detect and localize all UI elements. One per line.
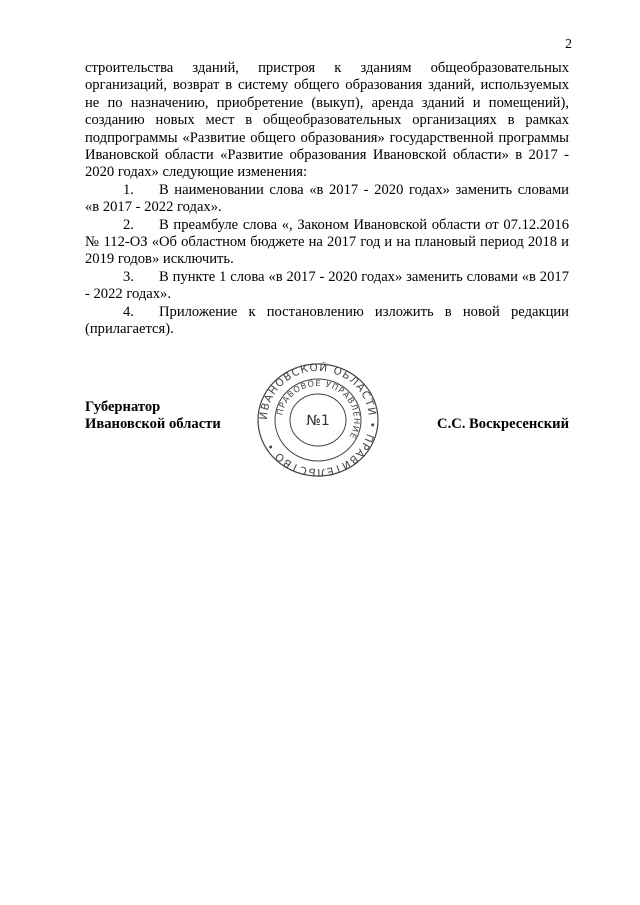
item-text: В преамбуле слова «, Законом Ивановской области от 07.12.2016 № 112-ОЗ «Об областном бюджете на 2017 год и на плановый период 2018 и 2019 годов» исключить. xyxy=(85,216,569,268)
signatory-name: С.С. Воскресенский xyxy=(437,416,569,432)
list-item xyxy=(85,182,569,217)
item-text: Приложение к постановлению изложить в новой редакции (прилагается). xyxy=(85,303,569,338)
item-number: 2. xyxy=(123,216,134,233)
item-number: 4. xyxy=(123,303,134,320)
list-item xyxy=(85,269,569,304)
item-text: В пункте 1 слова «в 2017 - 2020 годах» заменить словами «в 2017 - 2022 годах». xyxy=(85,268,569,303)
seal-stamp xyxy=(255,362,381,478)
page-number: 2 xyxy=(565,37,572,52)
intro-paragraph: строительства зданий, пристроя к зданиям общеобразовательных организаций, возврат в систему общего образования зданий, используемых не по назначению, приобретение (выкуп), аренда зданий и помещений), созданию новых мест в общеобразовательных организациях в рамках подпрограммы «Развитие общего образования» государственной программы Ивановской области «Развитие образования Ивановской области» в 2017 - 2020 годах» следующие изменения: xyxy=(85,60,569,181)
item-text: В наименовании слова «в 2017 - 2020 годах» заменить словами «в 2017 - 2022 годах». xyxy=(85,181,569,216)
item-number: 1. xyxy=(123,181,134,198)
seal-inner-text: ПРАВОВОЕ УПРАВЛЕНИЕ xyxy=(274,377,363,442)
seal-outer-text: ИВАНОВСКОЙ ОБЛАСТИ • ПРАВИТЕЛЬСТВО • xyxy=(257,362,379,478)
signatory-title-line: Губернатор xyxy=(85,399,161,415)
seal-center-text: №1 xyxy=(306,413,330,429)
list-item xyxy=(85,304,569,339)
signatory-title xyxy=(85,399,221,433)
list-item xyxy=(85,217,569,269)
signatory-title-line: Ивановской области xyxy=(85,416,221,432)
document-body xyxy=(85,60,569,339)
item-number: 3. xyxy=(123,268,134,285)
